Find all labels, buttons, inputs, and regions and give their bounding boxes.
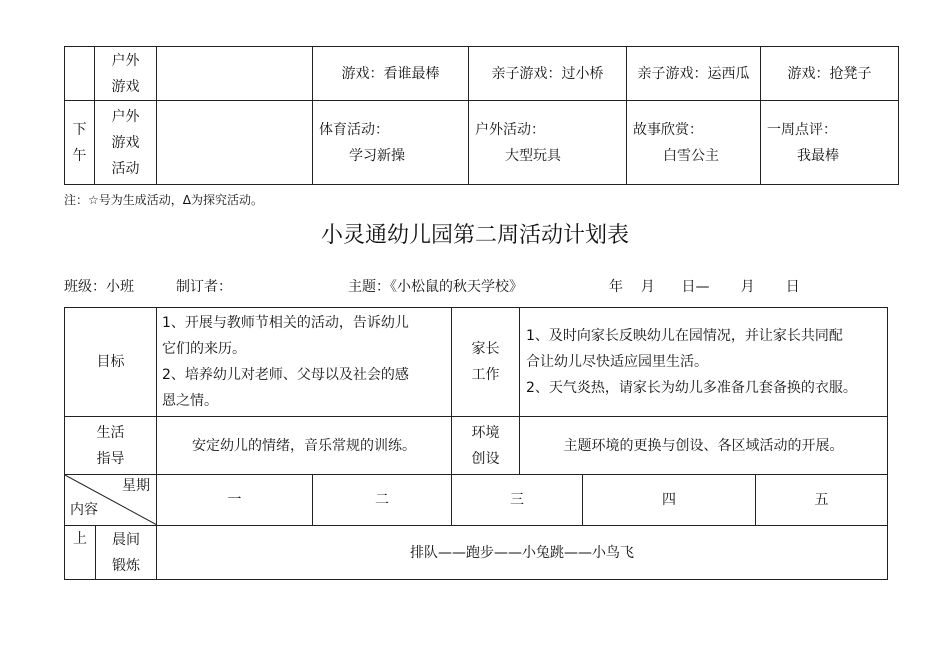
life-env-row <box>65 417 888 475</box>
period-cell: 下 午 <box>65 101 95 185</box>
goal-row <box>65 308 888 417</box>
theme-label: 主题：《小松鼠的秋天学校》 <box>348 279 523 295</box>
weekday-header-row <box>65 475 888 526</box>
header-week: 星期 <box>122 478 150 494</box>
top-schedule-table <box>64 46 899 185</box>
schedule-cell: 亲子游戏：运西瓜 <box>627 47 761 101</box>
schedule-cell <box>157 101 313 185</box>
header-content: 内容 <box>70 502 98 518</box>
schedule-cell: 体育活动： 学习新操 <box>313 101 469 185</box>
morning-exercise-label: 晨间 锻炼 <box>96 526 157 580</box>
parent-work-text: 1、及时向家长反映幼儿在园情况，并让家长共同配 合让幼儿尽快适应园里生活。 2、天气炎热，请家长为幼儿多准备几套备换的衣服。 <box>520 308 888 417</box>
life-guidance-text: 安定幼儿的情绪，音乐常规的训练。 <box>157 417 452 475</box>
class-label: 班级：小班 <box>64 279 134 295</box>
morning-exercise-text: 排队——跑步——小兔跳——小鸟飞 <box>157 526 888 580</box>
goal-text: 1、开展与教师节相关的活动，告诉幼儿 它们的来历。 2、培养幼儿对老师、父母以及社会的感 恩之情。 <box>157 308 452 417</box>
schedule-cell: 亲子游戏：过小桥 <box>469 47 627 101</box>
period-cell <box>65 47 95 101</box>
schedule-cell: 游戏：看谁最棒 <box>313 47 469 101</box>
top-row-outdoor-games <box>65 47 899 101</box>
date-range: 年 月 日— 月 日 <box>609 279 800 295</box>
top-row-afternoon <box>65 101 899 185</box>
environment-label: 环境 创设 <box>452 417 520 475</box>
environment-text: 主题环境的更换与创设、各区域活动的开展。 <box>520 417 888 475</box>
schedule-cell <box>157 47 313 101</box>
life-guidance-label: 生活 指导 <box>65 417 157 475</box>
period-cell: 上 <box>65 526 96 580</box>
goal-label: 目标 <box>65 308 157 417</box>
parent-work-label: 家长 工作 <box>452 308 520 417</box>
diagonal-header-cell <box>65 475 157 526</box>
row-label: 户外 游戏 活动 <box>95 101 157 185</box>
morning-exercise-row <box>65 526 888 580</box>
weekday-cell: 二 <box>313 475 452 526</box>
row-label: 户外 游戏 <box>95 47 157 101</box>
weekday-cell: 四 <box>583 475 756 526</box>
schedule-cell: 游戏：抢凳子 <box>761 47 899 101</box>
author-label: 制订者： <box>176 279 232 295</box>
weekday-cell: 三 <box>452 475 583 526</box>
weekday-cell: 一 <box>157 475 313 526</box>
plan-table <box>64 307 888 580</box>
schedule-cell: 一周点评： 我最棒 <box>761 101 899 185</box>
weekday-cell: 五 <box>756 475 888 526</box>
legend-note: 注：☆号为生成活动，Δ为探究活动。 <box>64 193 263 207</box>
page-title: 小灵通幼儿园第二周活动计划表 <box>320 223 629 248</box>
schedule-cell: 故事欣赏： 白雪公主 <box>627 101 761 185</box>
schedule-cell: 户外活动： 大型玩具 <box>469 101 627 185</box>
